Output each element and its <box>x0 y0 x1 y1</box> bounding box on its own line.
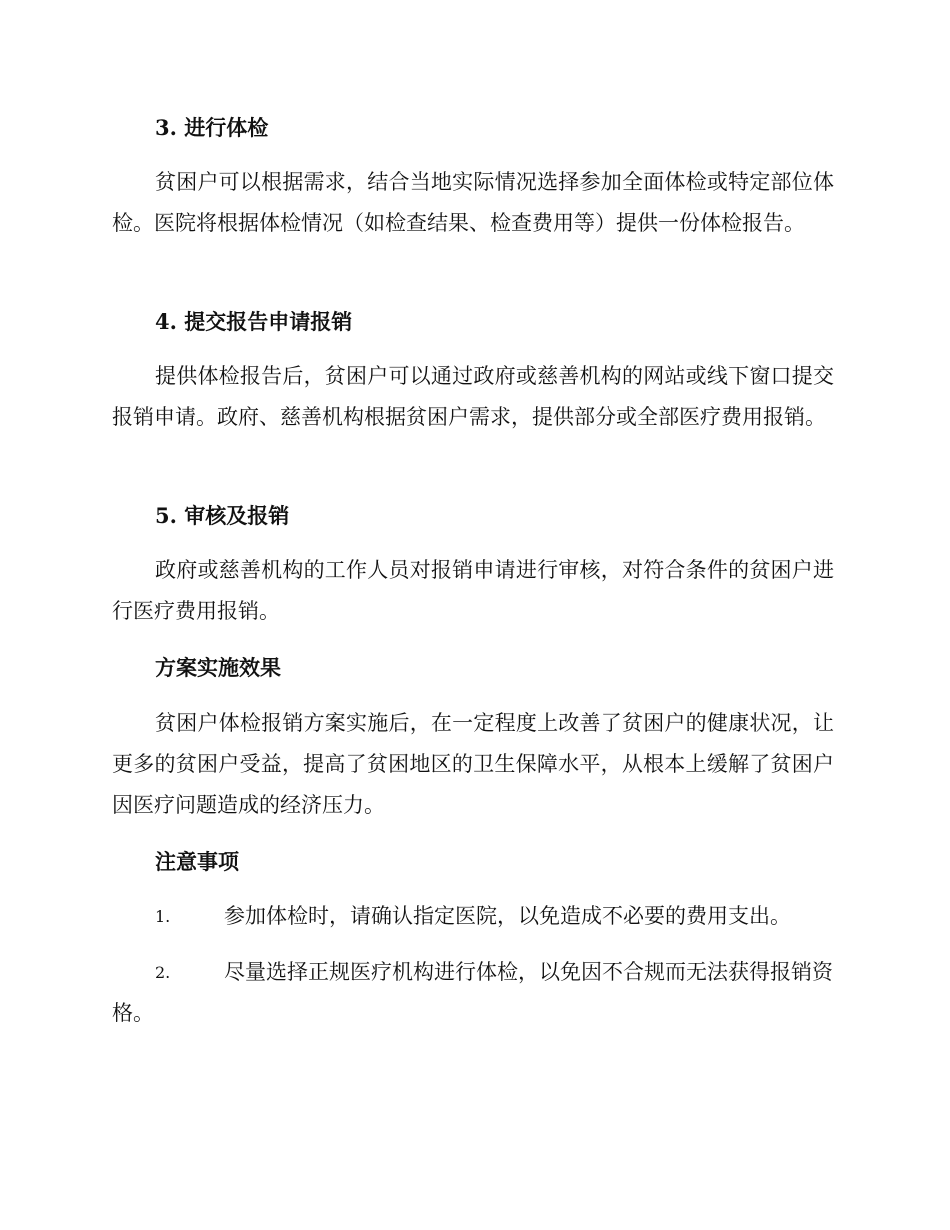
list-item <box>112 896 834 937</box>
list-item <box>112 952 834 1034</box>
section-body-effect: 贫困户体检报销方案实施后，在一定程度上改善了贫困户的健康状况，让更多的贫困户受益，提高了贫困地区的卫生保障水平，从根本上缓解了贫困户因医疗问题造成的经济压力。 <box>112 711 834 817</box>
section-heading-3: 3. 进行体检 <box>155 115 269 140</box>
list-item-text: 尽量选择正规医疗机构进行体检，以免因不合规而无法获得报销资格。 <box>112 960 833 1025</box>
notes-heading: 注意事项 <box>155 849 239 874</box>
section-heading-effect: 方案实施效果 <box>155 655 281 680</box>
section-body-3: 贫困户可以根据需求，结合当地实际情况选择参加全面体检或特定部位体检。医院将根据体检情况（如检查结果、检查费用等）提供一份体检报告。 <box>112 170 834 235</box>
section-body-4: 提供体检报告后，贫困户可以通过政府或慈善机构的网站或线下窗口提交报销申请。政府、慈善机构根据贫困户需求，提供部分或全部医疗费用报销。 <box>112 364 834 429</box>
section-heading-4: 4. 提交报告申请报销 <box>155 309 353 334</box>
list-item-text: 参加体检时，请确认指定医院，以免造成不必要的费用支出。 <box>224 904 791 928</box>
list-item-number: 2. <box>155 963 171 982</box>
list-item-number: 1. <box>155 907 171 926</box>
section-heading-5: 5. 审核及报销 <box>155 503 290 528</box>
section-body-5: 政府或慈善机构的工作人员对报销申请进行审核，对符合条件的贫困户进行医疗费用报销。 <box>112 558 834 623</box>
